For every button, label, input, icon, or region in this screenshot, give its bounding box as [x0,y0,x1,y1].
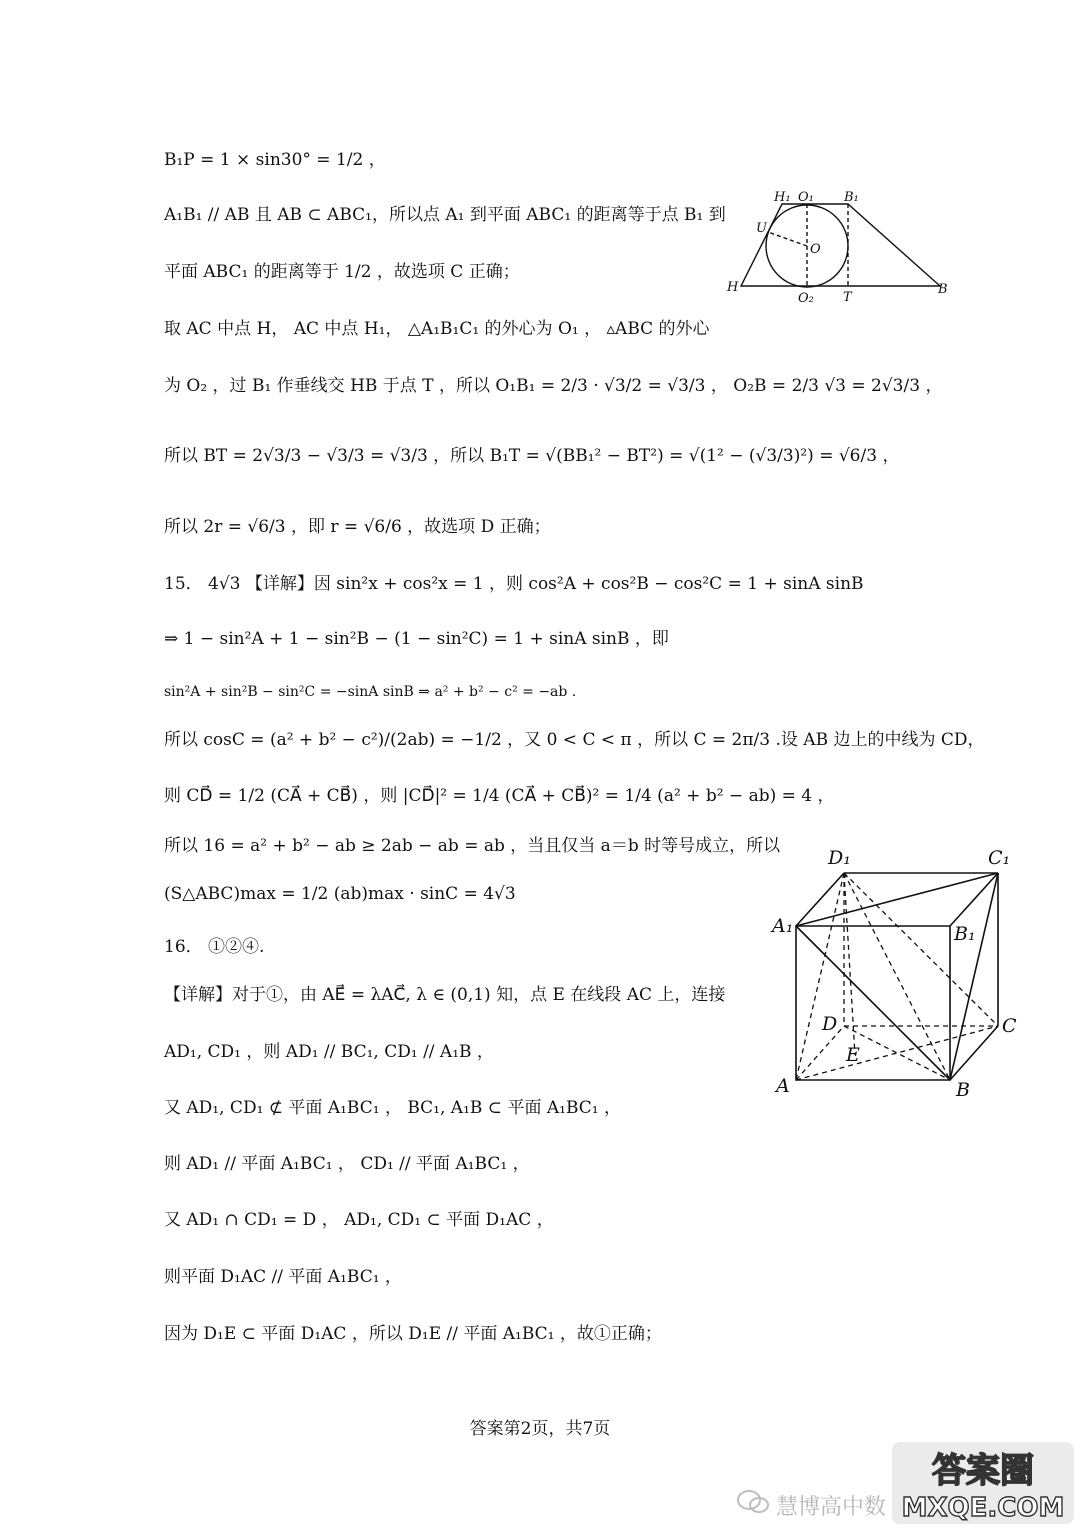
label-b-cube: B [956,1079,970,1101]
text-line-5: 为 O₂ ，过 B₁ 作垂线交 HB 于点 T ，所以 O₁B₁ = 2/3 · √3/2 = √3/3 ， O₂B = 2/3 √3 = 2√3/3 ， [164,376,943,396]
label-o: O [810,242,821,257]
label-c: C [1002,1015,1017,1037]
text-line-12: 则 CD⃗ = 1/2 (CA⃗ + CB⃗) ，则 |CD⃗|² = 1/4 (CA⃗ + CB⃗)² = 1/4 (a² + b² − ab) = 4 ， [164,786,835,806]
edge-a1-d1 [796,873,844,926]
text-line-3: 平面 ABC₁ 的距离等于 1/2 ，故选项 C 正确； [164,262,520,282]
hidden-d-b [844,1026,950,1080]
watermark-text: 慧博高中数 [776,1495,887,1520]
text-line-22: 因为 D₁E ⊂ 平面 D₁AC ，所以 D₁E // 平面 A₁BC₁ ，故①正确； [164,1324,662,1344]
text-line-4: 取 AC 中点 H， AC 中点 H₁， △A₁B₁C₁ 的外心为 O₁ ， ▵ABC 的外心 [164,319,710,339]
text-line-6: 所以 BT = 2√3/3 − √3/3 = √3/3 ，所以 B₁T = √(BB₁² − BT²) = √(1² − (√3/3)²) = √6/3 ， [164,446,900,466]
trapezoid-circle-figure [724,190,954,305]
diag-a1-b [796,926,950,1080]
hidden-d1-a [796,873,844,1080]
label-t: T [843,290,852,305]
logo-top-text: 答案圈 [932,1451,1034,1491]
text-line-7: 所以 2r = √6/3 ，即 r = √6/6 ，故选项 D 正确； [164,517,551,537]
text-line-17: AD₁, CD₁ ，则 AD₁ // BC₁, CD₁ // A₁B ， [164,1042,494,1062]
text-line-11: 所以 cosC = (a² + b² − c²)/(2ab) = −1/2 ，又 0 < C < π ，所以 C = 2π/3 .设 AB 边上的中线为 CD， [164,730,985,750]
label-o1: O₁ [798,190,814,205]
text-line-14: (S△ABC)max = 1/2 (ab)max · sinC = 4√3 [164,884,516,904]
text-line-21: 则平面 D₁AC // 平面 A₁BC₁ ， [164,1267,402,1287]
text-line-8: 15． 4√3 【详解】因 sin²x + cos²x = 1 ，则 cos²A + cos²B − cos²C = 1 + sinA sinB [164,574,864,594]
label-c1: C₁ [988,847,1011,869]
text-line-15: 16． ①②④. [164,937,265,957]
label-d1: D₁ [828,847,851,869]
label-e: E [846,1044,860,1066]
text-line-20: 又 AD₁ ∩ CD₁ = D ， AD₁, CD₁ ⊂ 平面 D₁AC ， [164,1210,554,1230]
site-logo [890,1440,1076,1526]
page-footer: 答案第2页，共7页 [469,1419,611,1439]
text-line-19: 则 AD₁ // 平面 A₁BC₁ ， CD₁ // 平面 A₁BC₁ ， [164,1154,530,1174]
edge-c-b [950,1026,998,1080]
label-a1: A₁ [772,915,794,937]
label-a: A [776,1075,790,1097]
wechat-icon [736,1488,770,1516]
hidden-d1-c [844,873,998,1026]
hidden-d1-b [844,873,950,1080]
label-h1: H₁ [774,190,791,205]
label-u: U [756,221,767,236]
text-line-9: ⇒ 1 − sin²A + 1 − sin²B − (1 − sin²C) = 1 + sinA sinB ，即 [164,629,669,649]
label-d: D [822,1013,838,1035]
text-line-1: B₁P = 1 × sin30° = 1/2 ， [164,150,386,170]
text-line-16: 【详解】对于①，由 AE⃗ = λAC⃗, λ ∈ (0,1) 知，点 E 在线段 AC 上，连接 [164,985,726,1005]
label-o2: O₂ [798,291,814,305]
logo-bottom-text: MXQE.COM [901,1493,1065,1523]
text-line-13: 所以 16 = a² + b² − ab ≥ 2ab − ab = ab ，当且仅当 a＝b 时等号成立，所以 [164,836,781,856]
label-b: B [938,282,948,297]
diag-c1-b [950,873,998,1080]
text-line-18: 又 AD₁, CD₁ ⊄ 平面 A₁BC₁ ， BC₁, A₁B ⊂ 平面 A₁BC₁ ， [164,1098,621,1118]
label-b1-cube: B₁ [954,923,976,945]
hidden-d1-e [844,873,855,1055]
trapezoid-outline [741,204,940,286]
label-h: H [727,280,739,295]
dashed-radius-ou [768,232,807,246]
label-b1: B₁ [844,190,859,205]
edge-c1-b1 [950,873,998,926]
text-line-2: A₁B₁ // AB 且 AB ⊂ ABC₁，所以点 A₁ 到平面 ABC₁ 的距离等于点 B₁ 到 [164,205,726,225]
diag-a1-c1 [796,873,998,926]
cube-figure [770,840,1030,1110]
text-line-10: sin²A + sin²B − sin²C = −sinA sinB ⇒ a² + b² − c² = −ab . [164,684,577,700]
